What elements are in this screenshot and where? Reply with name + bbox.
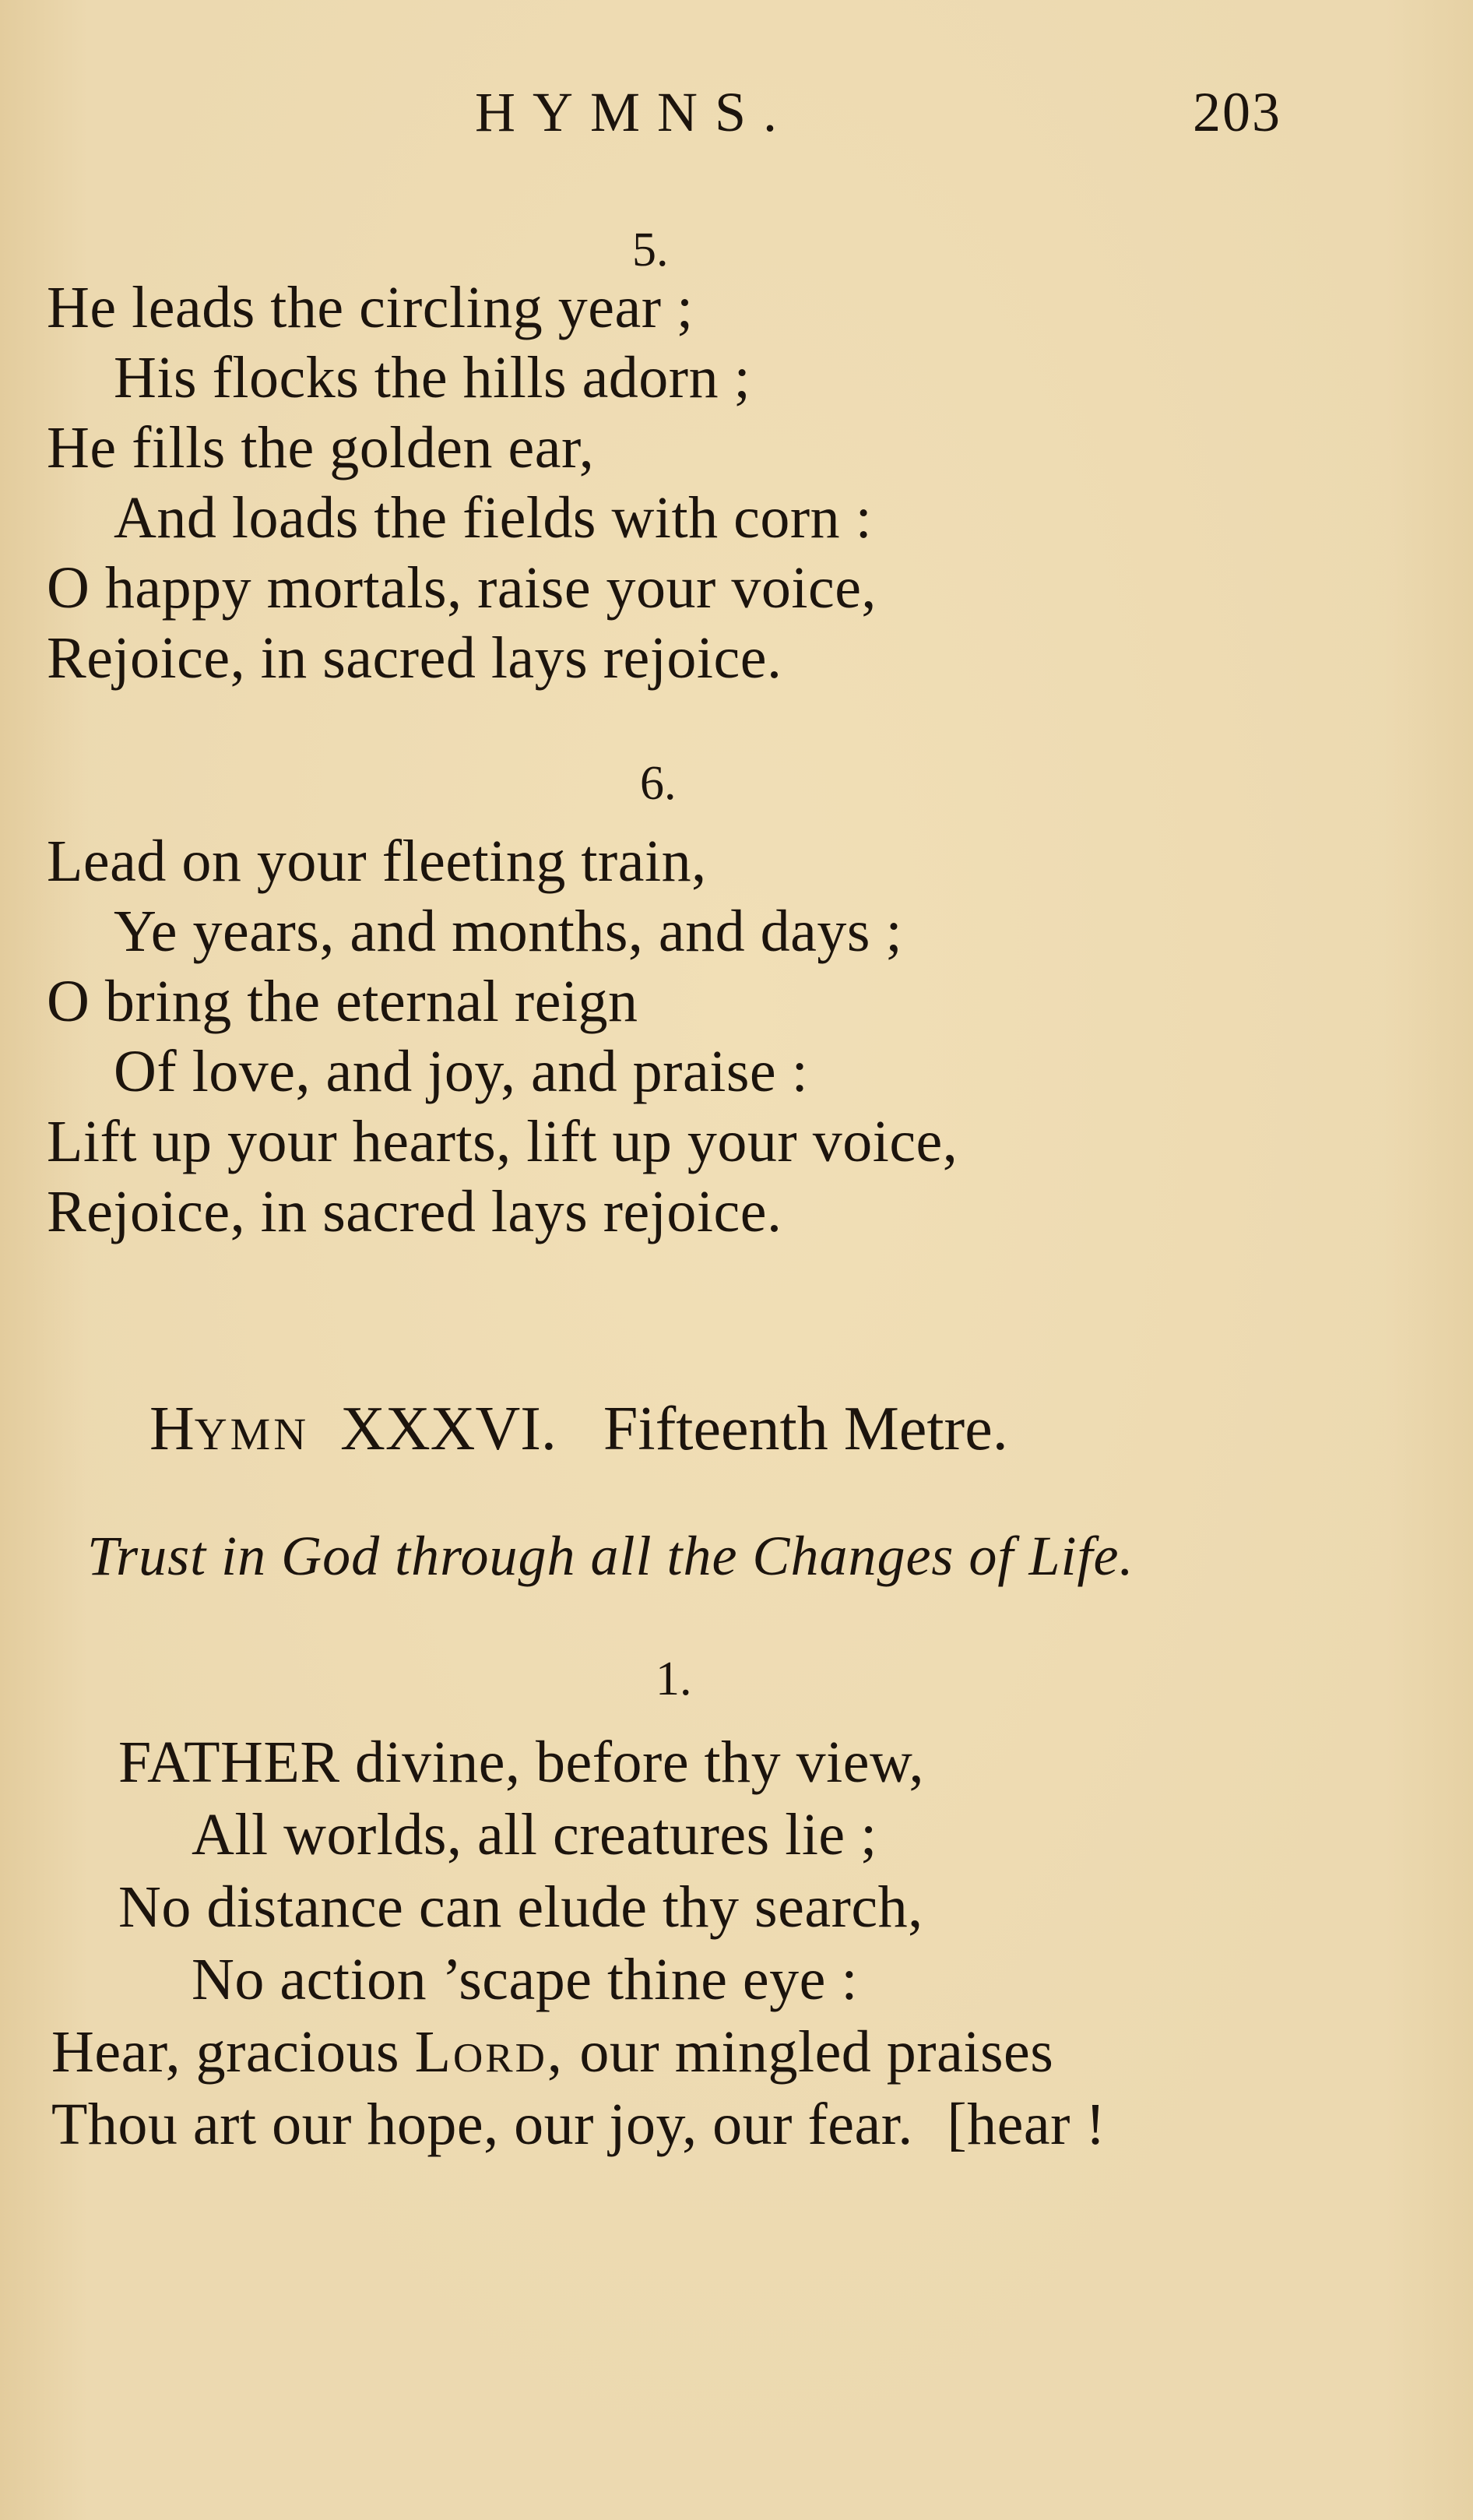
hymn-label-initial: H: [149, 1395, 195, 1463]
lord-small-caps: Lord,: [414, 2019, 564, 2085]
verse-line: Lead on your fleeting train,: [47, 829, 707, 894]
verse-line: And loads the fields with corn :: [114, 485, 873, 551]
verse-line: All worlds, all creatures lie ;: [192, 1802, 877, 1867]
verse-line: Rejoice, in sacred lays rejoice.: [47, 1179, 782, 1244]
verse-line: He fills the golden ear,: [47, 415, 595, 480]
hymn-metre: Fifteenth Metre.: [603, 1395, 1008, 1463]
stanza-number-6: 6.: [640, 757, 677, 810]
verse-line-bracket: [51, 2092, 1106, 2157]
hymn-heading: [149, 1395, 1008, 1463]
hymn-label: YMN: [194, 1409, 310, 1459]
stanza-number-1: 1.: [656, 1652, 692, 1705]
verse-line: Rejoice, in sacred lays rejoice.: [47, 625, 782, 691]
running-title: HYMNS.: [475, 81, 795, 143]
verse-line: His flocks the hills adorn ;: [114, 345, 751, 410]
verse-line: He leads the circling year ;: [47, 275, 694, 340]
verse-line: No action ’scape thine eye :: [192, 1947, 859, 2012]
verse-text: our mingled praises: [579, 2019, 1054, 2085]
verse-line: O bring the eternal reign: [47, 969, 638, 1034]
hymn-numeral: XXXVI.: [340, 1395, 557, 1463]
verse-line-lord: [51, 2019, 1054, 2085]
turnover-bracket: [hear !: [947, 2092, 1106, 2157]
verse-text: Thou art our hope, our joy, our fear.: [51, 2092, 913, 2157]
verse-line: Lift up your hearts, lift up your voice,: [47, 1109, 958, 1174]
verse-line: No distance can elude thy search,: [118, 1874, 923, 1940]
verse-line: Ye years, and months, and days ;: [114, 899, 903, 964]
verse-line: O happy mortals, raise your voice,: [47, 555, 877, 621]
verse-text: Hear, gracious: [51, 2019, 400, 2085]
page-number: 203: [1193, 81, 1281, 143]
verse-line: Of love, and joy, and praise :: [114, 1039, 809, 1104]
hymn-subtitle: Trust in God through all the Changes of Life.: [87, 1525, 1134, 1587]
stanza-number-5: 5.: [632, 223, 669, 276]
verse-line: FATHER divine, before thy view,: [118, 1730, 924, 1795]
